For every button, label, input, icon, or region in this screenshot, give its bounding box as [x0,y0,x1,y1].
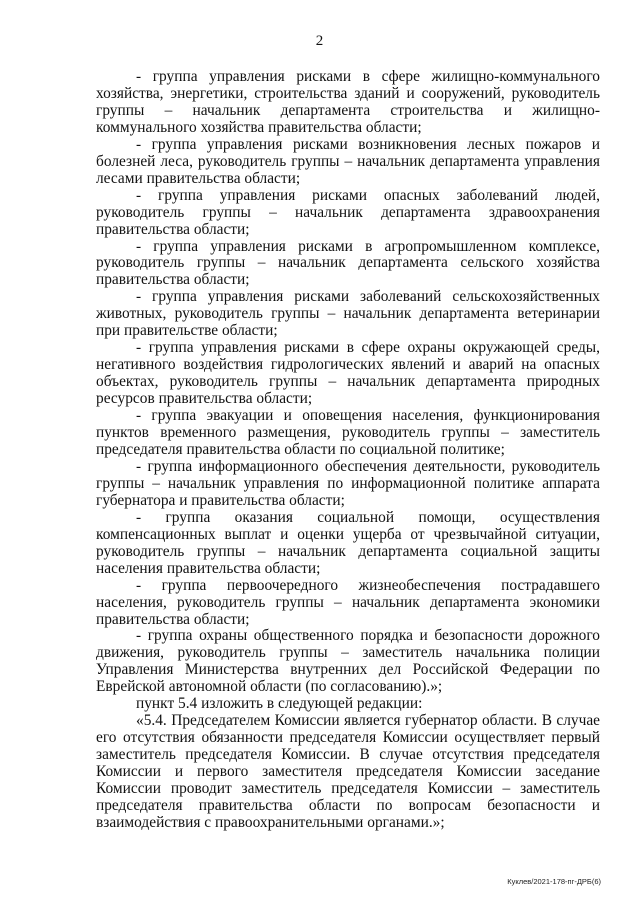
document-body [96,69,600,832]
paragraph-agro-risk-group: - группа управления рисками в агропромышленном комплексе, руководитель группы – начальник департамента сельского хозяйства правительства области; [96,237,600,289]
paragraph-clause-intro: пункт 5.4 изложить в следующей редакции: [136,695,423,713]
paragraph-disease-risk-group: - группа управления рисками опасных заболеваний людей, руководитель группы – начальник департамента здравоохранения правительства области; [96,186,600,238]
paragraph-housing-risk-group: - группа управления рисками в сфере жилищно-коммунального хозяйства, энергетики, строительства зданий и сооружений, руководитель группы – начальник департамента строительства и жилищно-коммунального хозяйства правительства области; [96,68,600,136]
paragraph-life-support-group: - группа первоочередного жизнеобеспечения пострадавшего населения, руководитель группы – начальник департамента экономики правительства области; [96,576,600,628]
paragraph-information-group: - группа информационного обеспечения деятельности, руководитель группы – начальник управления по информационной политике аппарата губернатора и правительства области; [96,457,600,509]
page-number: 2 [315,33,324,49]
paragraph-animal-disease-group: - группа управления рисками заболеваний сельскохозяйственных животных, руководитель группы – начальник департамента ветеринарии при правительстве области; [96,288,600,340]
paragraph-social-aid-group: - группа оказания социальной помощи, осуществления компенсационных выплат и оценки ущерба от чрезвычайной ситуации, руководитель группы – начальник департамента социальной защиты населения правительства области; [96,508,600,577]
paragraph-public-order-group: - группа охраны общественного порядка и безопасности дорожного движения, руководитель группы – заместитель начальника полиции Управления Министерства внутренних дел Российской Федерации по Еврейской автономной области (по согласованию).»; [96,627,600,696]
document-code-footer: Куклев/2021-178-пг-ДРБ(6) [507,877,601,886]
paragraph-evacuation-group: - группа эвакуации и оповещения населения, функционирования пунктов временного размещения, руководитель группы – заместитель председателя правительства области по социальной политике; [96,407,600,458]
paragraph-environment-risk-group: - группа управления рисками в сфере охраны окружающей среды, негативного воздействия гидрологических явлений и аварий на опасных объектах, руководитель группы – начальник департамента природных ресурсов правительства области; [96,339,600,408]
paragraph-forest-risk-group: - группа управления рисками возникновения лесных пожаров и болезней леса, руководитель группы – начальник департамента управления лесами правительства области; [96,135,600,187]
paragraph-clause-5-4: «5.4. Председателем Комиссии является губернатор области. В случае его отсутствия обязанности председателя Комиссии осуществляет первый заместитель председателя Комиссии. В случае отсутствия председателя Комиссии и первого заместителя председателя Комиссии заседание Комиссии проводит заместитель председателя Комиссии – заместитель председателя правительства области по вопросам безопасности и взаимодействия с правоохранительными органами.»; [96,712,600,831]
